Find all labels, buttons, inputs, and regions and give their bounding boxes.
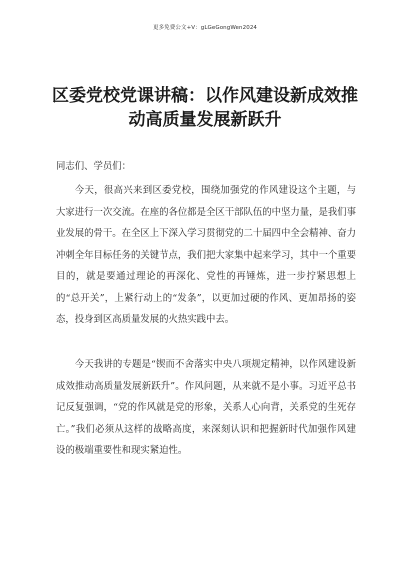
document-title (40, 84, 370, 132)
paragraph-2: 今天我讲的专题是“锲而不舍落实中央八项规定精神，以作风建设新成效推动高质量发展新跃升”。作风问题，从来就不是小事。习近平总书记反复强调，“党的作风就是党的形象，关系人心向背，关系党的生死存亡。”我们必须从这样的战略高度，来深刻认识和把握新时代加强作风建设的极端重要性和现实紧迫性。 (56, 359, 356, 456)
salutation: 同志们、学员们： (56, 161, 132, 172)
title-line-2: 动高质量发展新跃升 (128, 110, 282, 130)
header-watermark: 更多免费公文+V：gLGeGongWen2024 (152, 25, 258, 31)
paragraph-1: 今天，很高兴来到区委党校，围绕加强党的作风建设这个主题，与大家进行一次交流。在座的各位都是全区干部队伍的中坚力量，是我们事业发展的骨干。在全区上下深入学习贯彻党的二十届四中全会精神、奋力冲刺全年目标任务的关键节点，我们把大家集中起来学习，其中一个重要目的，就是要通过理论的再深化、党性的再锤炼，进一步拧紧思想上的“总开关”，上紧行动上的“发条”，以更加过硬的作风、更加昂扬的姿态，投身到区高质量发展的火热实践中去。 (56, 185, 357, 325)
title-line-1: 区委党校党课讲稿：以作风建设新成效推 (52, 86, 358, 106)
